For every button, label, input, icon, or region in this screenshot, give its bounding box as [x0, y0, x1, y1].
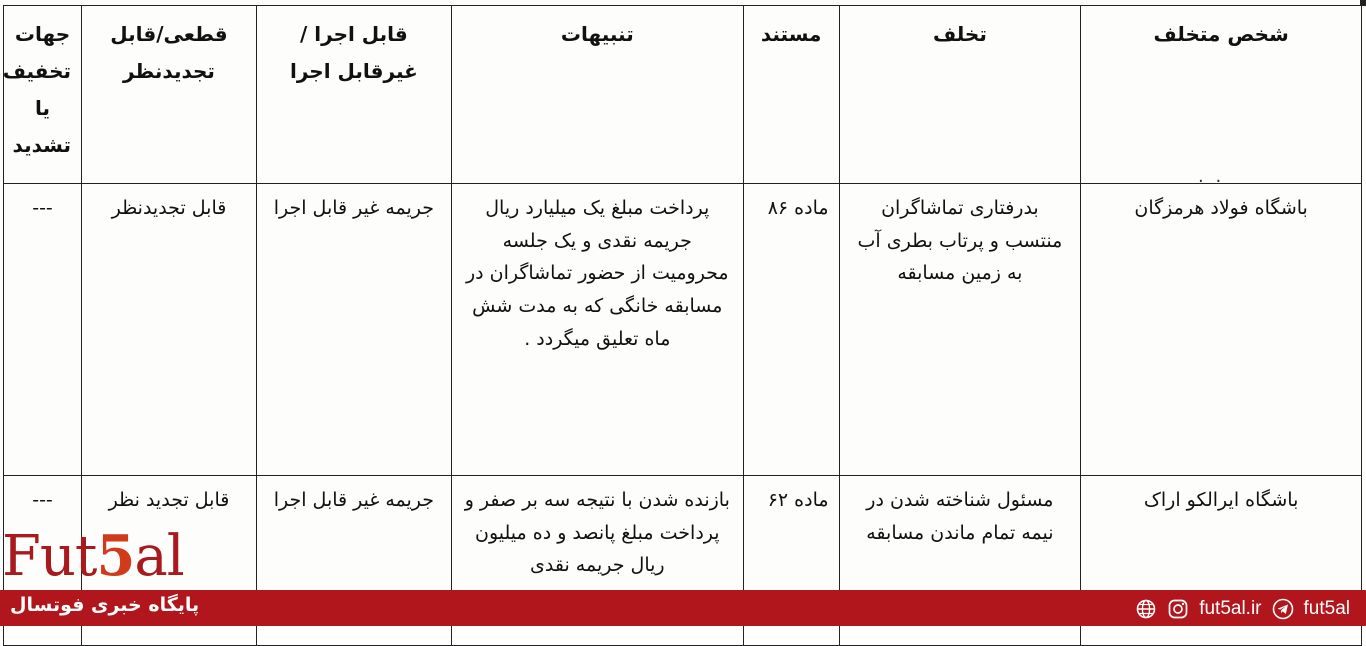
globe-icon[interactable] — [1135, 598, 1157, 620]
header-offense: تخلف — [839, 6, 1081, 184]
cell-document: ماده ۸۶ — [743, 184, 839, 476]
cell-offense: مسئول شناخته شدن در نیمه تمام ماندن مسابقه — [839, 476, 1081, 646]
cell-offense: بدرفتاری تماشاگران منتسب و پرتاب بطری آب به زمین مسابقه — [839, 184, 1081, 476]
cell-enforceable: جریمه غیر قابل اجرا — [256, 184, 451, 476]
cell-appealable: قابل تجدیدنظر — [82, 184, 257, 476]
cell-penalties: بازنده شدن با نتیجه سه بر صفر و پرداخت مبلغ پانصد و ده میلیون ریال جریمه نقدی — [451, 476, 743, 646]
header-mitigation: جهات تخفیف یا تشدید — [4, 6, 82, 184]
table-row — [4, 184, 1362, 476]
logo-five: 5 — [96, 523, 135, 589]
cell-mitigation: --- — [4, 184, 82, 476]
stray-mark: . . — [1198, 166, 1225, 187]
social-links — [1135, 596, 1350, 622]
cell-appealable: قابل تجدید نظر — [82, 476, 257, 646]
fut5al-logo — [2, 523, 184, 589]
logo-suffix: al — [134, 524, 184, 589]
header-penalties: تنبیهات — [451, 6, 743, 184]
cell-document: ماده ۶۲ — [743, 476, 839, 646]
header-enforceable: قابل اجرا /غیرقابل اجرا — [256, 6, 451, 184]
cell-person: باشگاه ایرالکو اراک — [1081, 476, 1362, 646]
telegram-icon[interactable] — [1272, 598, 1294, 620]
website-link[interactable]: fut5al.ir — [1199, 598, 1262, 619]
instagram-icon[interactable] — [1167, 598, 1189, 620]
table-header-row — [4, 6, 1362, 184]
header-document: مستند — [743, 6, 839, 184]
cell-enforceable: جریمه غیر قابل اجرا — [256, 476, 451, 646]
cell-mitigation: --- — [4, 476, 82, 646]
header-person: شخص متخلف — [1081, 6, 1362, 184]
verdict-table — [3, 5, 1362, 646]
telegram-handle[interactable]: fut5al — [1303, 598, 1350, 619]
cell-person: باشگاه فولاد هرمزگان — [1081, 184, 1362, 476]
cell-penalties: پرداخت مبلغ یک میلیارد ریال جریمه نقدی و یک جلسه محرومیت از حضور تماشاگران در مسابقه خانگی که به مدت شش ماه تعلیق میگردد . — [451, 184, 743, 476]
header-appealable: قطعی/قابل تجدیدنظر — [82, 6, 257, 184]
watermark-tagline: پایگاه خبری فوتسال — [10, 594, 200, 616]
logo-prefix: Fut — [2, 524, 97, 589]
